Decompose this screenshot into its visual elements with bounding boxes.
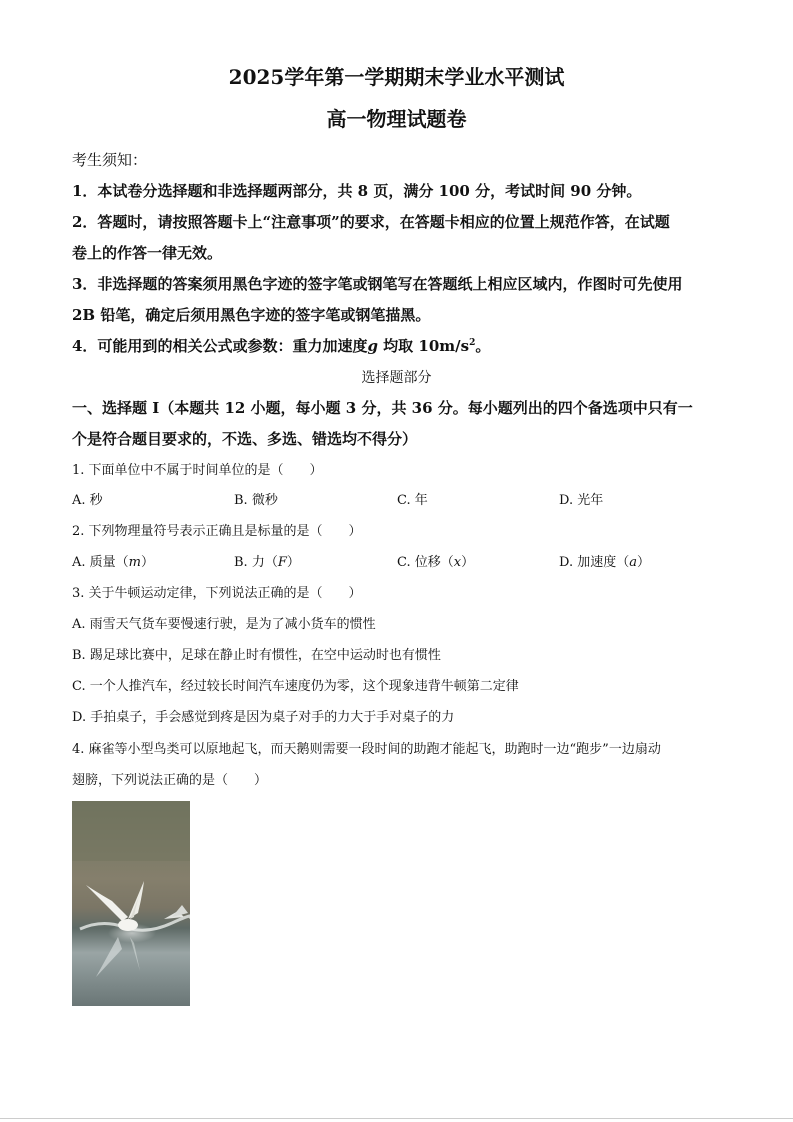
option-suffix: ） xyxy=(286,555,300,570)
exam-subtitle: 高一物理试题卷 xyxy=(326,107,467,131)
question-1-option-b: B. 微秒 xyxy=(234,493,278,508)
question-3-option-b: B. 踢足球比赛中，足球在静止时有惯性，在空中运动时也有惯性 xyxy=(72,648,441,663)
option-prefix: C. 位移（ xyxy=(397,555,454,570)
swan-takeoff-photo xyxy=(72,801,190,1006)
gravity-symbol: g xyxy=(367,337,378,355)
notice-item-4 xyxy=(72,336,724,356)
force-symbol: F xyxy=(277,555,287,570)
exam-title: 2025学年第一学期期末学业水平测试 xyxy=(228,65,565,89)
notice-heading: 考生须知： xyxy=(72,151,148,169)
question-2-option-c xyxy=(397,553,474,573)
displacement-symbol: x xyxy=(453,555,462,570)
question-3-stem: 3. 关于牛顿运动定律，下列说法正确的是（ ） xyxy=(72,586,362,601)
question-2-option-a xyxy=(72,553,154,573)
notice-item-3-line-2: 2B 铅笔，确定后须用黑色字迹的签字笔或钢笔描黑。 xyxy=(72,306,431,324)
option-suffix: ） xyxy=(637,555,651,570)
notice-item-4-end: 。 xyxy=(475,337,491,355)
notice-item-1: 1．本试卷分选择题和非选择题两部分，共 8 页，满分 100 分，考试时间 90 分钟。 xyxy=(72,182,642,200)
part1-instructions-line-1: 一、选择题 I（本题共 12 小题，每小题 3 分，共 36 分。每小题列出的四个备选项中只有一 xyxy=(72,399,693,417)
question-1-option-a: A. 秒 xyxy=(72,493,103,508)
swan-illustration xyxy=(72,801,190,1006)
option-prefix: B. 力（ xyxy=(234,555,278,570)
option-suffix: ） xyxy=(140,555,154,570)
page-bottom-rule xyxy=(0,1118,793,1119)
question-2-stem: 2. 下列物理量符号表示正确且是标量的是（ ） xyxy=(72,524,362,539)
question-3-option-a: A. 雨雪天气货车要慢速行驶，是为了减小货车的惯性 xyxy=(72,617,376,632)
question-1-option-d: D. 光年 xyxy=(559,493,604,508)
notice-item-4-exponent: 2 xyxy=(469,338,476,348)
part1-instructions-line-2: 个是符合题目要求的，不选、多选、错选均不得分） xyxy=(72,430,418,448)
acceleration-symbol: a xyxy=(629,555,637,570)
option-prefix: D. 加速度（ xyxy=(559,555,630,570)
question-4-stem-line-1: 4. 麻雀等小型鸟类可以原地起飞，而天鹅则需要一段时间的助跑才能起飞，助跑时一边“跑步”一边扇动 xyxy=(72,742,661,757)
question-1-stem: 1. 下面单位中不属于时间单位的是（ ） xyxy=(72,463,323,478)
question-1-option-c: C. 年 xyxy=(397,493,428,508)
option-suffix: ） xyxy=(461,555,475,570)
option-prefix: A. 质量（ xyxy=(72,555,129,570)
question-2-option-d xyxy=(559,553,650,573)
question-3-option-c: C. 一个人推汽车，经过较长时间汽车速度仍为零，这个现象违背牛顿第二定律 xyxy=(72,679,519,694)
notice-item-2-line-1: 2．答题时，请按照答题卡上“注意事项”的要求，在答题卡相应的位置上规范作答，在试题 xyxy=(72,213,670,231)
question-4-stem-line-2: 翅膀，下列说法正确的是（ ） xyxy=(72,773,268,788)
notice-item-4-value: 均取 10m/s xyxy=(377,337,470,355)
notice-item-2-line-2: 卷上的作答一律无效。 xyxy=(72,244,223,262)
notice-item-4-prefix: 4．可能用到的相关公式或参数：重力加速度 xyxy=(72,337,368,355)
question-3-option-d: D. 手拍桌子，手会感觉到疼是因为桌子对手的力大于手对桌子的力 xyxy=(72,710,455,725)
notice-item-3-line-1: 3．非选择题的答案须用黑色字迹的签字笔或钢笔写在答题纸上相应区域内，作图时可先使用 xyxy=(72,275,683,293)
mass-symbol: m xyxy=(128,555,141,570)
question-2-option-b xyxy=(234,553,300,573)
section-heading: 选择题部分 xyxy=(361,370,432,386)
